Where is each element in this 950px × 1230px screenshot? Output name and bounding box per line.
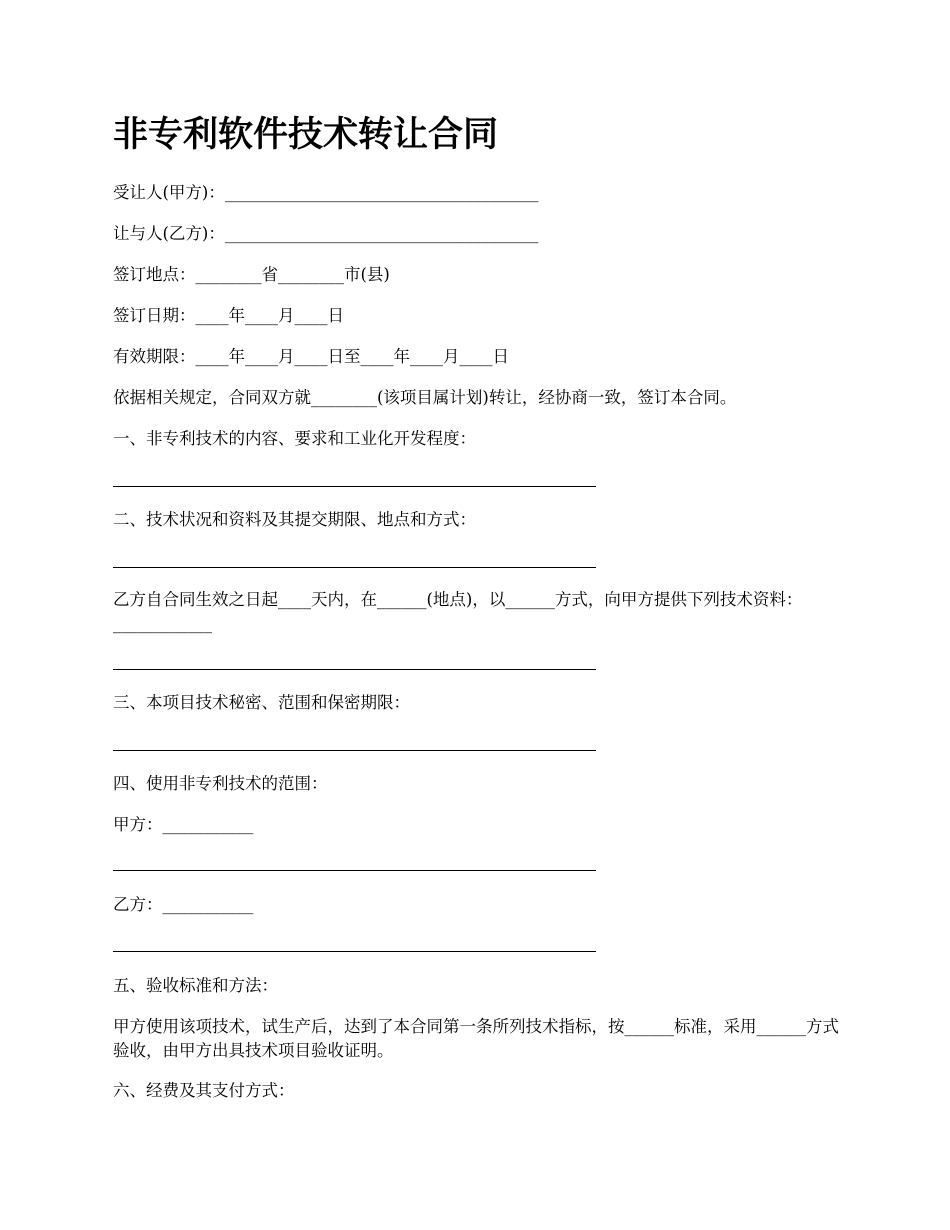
section-1-heading: 一、非专利技术的内容、要求和工业化开发程度： — [113, 429, 476, 448]
blank-line — [113, 870, 596, 871]
blank-line — [113, 567, 596, 568]
section-2-heading: 二、技术状况和资料及其提交期限、地点和方式： — [113, 510, 476, 529]
blank-line — [113, 669, 596, 670]
signing-date-line: 签订日期：____年____月____日 — [113, 306, 344, 325]
blank-line — [113, 486, 596, 487]
acceptance-paragraph: 甲方使用该项技术，试生产后，达到了本合同第一条所列技术指标，按______标准，采用______方式验收，由甲方出具技术项目验收证明。 — [113, 1017, 839, 1060]
party-a-line: 甲方：___________ — [113, 815, 254, 834]
delivery-paragraph: 乙方自合同生效之日起____天内，在______(地点)，以______方式，向甲方提供下列技术资料：____________ — [113, 590, 803, 633]
section-5-heading: 五、验收标准和方法： — [113, 976, 278, 995]
section-4-heading: 四、使用非专利技术的范围： — [113, 774, 328, 793]
blank-line — [113, 951, 596, 952]
transferee-line: 受让人(甲方)：______________________________________ — [113, 183, 539, 202]
party-b-line: 乙方：___________ — [113, 895, 254, 914]
section-3-heading: 三、本项目技术秘密、范围和保密期限： — [113, 693, 410, 712]
signing-place-line: 签订地点：________省________市(县) — [113, 265, 390, 284]
validity-line: 有效期限：____年____月____日至____年____月____日 — [113, 347, 509, 366]
transferor-line: 让与人(乙方)：______________________________________ — [113, 224, 539, 243]
preamble-text: 依据相关规定，合同双方就________(该项目属计划)转让，经协商一致，签订本合同。 — [113, 388, 737, 407]
blank-line — [113, 750, 596, 751]
section-6-heading: 六、经费及其支付方式： — [113, 1081, 295, 1100]
page-title: 非专利软件技术转让合同 — [113, 115, 499, 155]
